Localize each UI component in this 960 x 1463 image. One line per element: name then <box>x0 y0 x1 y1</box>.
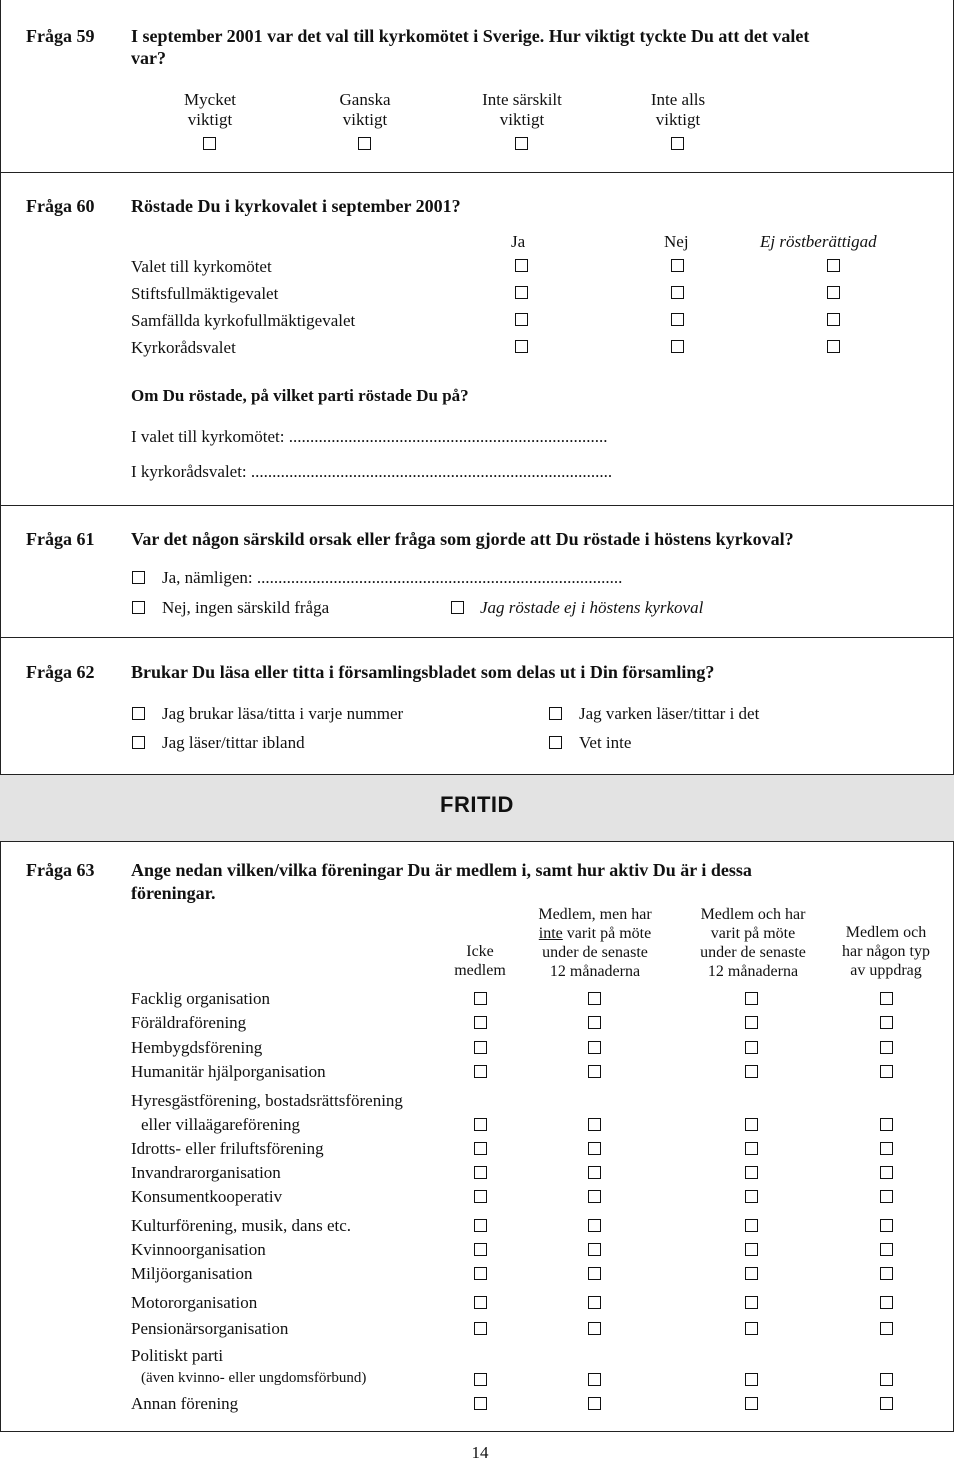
q60-checkbox[interactable] <box>515 313 528 326</box>
q63-checkbox[interactable] <box>880 1243 893 1256</box>
q63-checkbox[interactable] <box>588 1322 601 1335</box>
q62-option: Jag brukar läsa/titta i varje nummer <box>162 704 404 723</box>
q62-checkbox[interactable] <box>549 736 562 749</box>
q60-checkbox[interactable] <box>827 286 840 299</box>
q63-checkbox[interactable] <box>474 1373 487 1386</box>
q62-option: Jag varken läser/tittar i det <box>579 704 760 723</box>
divider <box>0 172 954 173</box>
q63-checkbox[interactable] <box>588 1373 601 1386</box>
q63-checkbox[interactable] <box>880 1142 893 1155</box>
q63-checkbox[interactable] <box>745 1065 758 1078</box>
q60-party-kyrkomotet-field[interactable]: I valet till kyrkomötet: ........................................................................... <box>131 427 608 446</box>
q63-checkbox[interactable] <box>745 1397 758 1410</box>
q60-party-kyrkoradet-field[interactable]: I kyrkorådsvalet: ..................................................................................... <box>131 462 613 481</box>
q63-checkbox[interactable] <box>880 1190 893 1203</box>
q63-checkbox[interactable] <box>588 1142 601 1155</box>
q60-sub-question: Om Du röstade, på vilket parti röstade Du på? <box>131 386 469 405</box>
q61-opt-didnt-vote: Jag röstade ej i höstens kyrkoval <box>480 598 704 617</box>
q63-checkbox[interactable] <box>474 1041 487 1054</box>
section-title: FRITID <box>440 792 514 817</box>
q63-checkbox[interactable] <box>745 1219 758 1232</box>
q61-checkbox-no[interactable] <box>132 601 145 614</box>
q61-number: Fråga 61 <box>26 529 95 549</box>
q63-row-label: Invandrarorganisation <box>131 1163 281 1182</box>
q60-col-nej: Nej <box>664 232 689 251</box>
q60-checkbox[interactable] <box>827 313 840 326</box>
q63-row-label: Miljöorganisation <box>131 1264 253 1283</box>
q59-option-label: Ganska viktigt <box>339 90 391 129</box>
q63-checkbox[interactable] <box>880 1041 893 1054</box>
q63-row-label: Hembygdsförening <box>131 1038 263 1057</box>
q63-checkbox[interactable] <box>474 1322 487 1335</box>
q63-number: Fråga 63 <box>26 860 95 880</box>
q63-checkbox[interactable] <box>745 1190 758 1203</box>
q63-checkbox[interactable] <box>745 1041 758 1054</box>
q63-col-header: Medlem, men har inte varit på möte under de senaste 12 månaderna <box>538 906 652 980</box>
q63-checkbox[interactable] <box>880 1397 893 1410</box>
q60-row-label: Samfällda kyrkofullmäktigevalet <box>131 311 356 330</box>
q63-row-label: (även kvinno- eller ungdomsförbund) <box>141 1370 367 1386</box>
q63-col-header: Medlem och har någon typ av uppdrag <box>842 924 930 979</box>
q63-checkbox[interactable] <box>588 1296 601 1309</box>
q61-checkbox-didnt-vote[interactable] <box>451 601 464 614</box>
q63-checkbox[interactable] <box>588 1190 601 1203</box>
q59-checkbox-ganska[interactable] <box>358 137 371 150</box>
q60-row-label: Kyrkorådsvalet <box>131 338 236 357</box>
q63-checkbox[interactable] <box>880 1166 893 1179</box>
q63-checkbox[interactable] <box>880 1065 893 1078</box>
q63-row-label: Pensionärsorganisation <box>131 1319 289 1338</box>
q62-checkbox[interactable] <box>132 707 145 720</box>
q61-text: Var det någon särskild orsak eller fråga som gjorde att Du röstade i höstens kyrkoval? <box>131 529 794 549</box>
q63-checkbox[interactable] <box>474 1142 487 1155</box>
q63-row-label: Konsumentkooperativ <box>131 1187 283 1206</box>
q59-option-label: Mycket viktigt <box>184 90 236 129</box>
q63-checkbox[interactable] <box>588 1397 601 1410</box>
q63-checkbox[interactable] <box>745 992 758 1005</box>
q60-number: Fråga 60 <box>26 196 95 216</box>
q60-checkbox[interactable] <box>515 340 528 353</box>
q63-checkbox[interactable] <box>588 1016 601 1029</box>
q63-checkbox[interactable] <box>880 1118 893 1131</box>
q60-col-ja: Ja <box>511 232 526 251</box>
q63-checkbox[interactable] <box>474 1166 487 1179</box>
q63-checkbox[interactable] <box>880 1016 893 1029</box>
q63-checkbox[interactable] <box>745 1322 758 1335</box>
q60-checkbox[interactable] <box>515 286 528 299</box>
q63-col-header: Icke medlem <box>454 943 506 979</box>
q61-opt-yes: Ja, nämligen: ...................................................................................... <box>162 568 623 587</box>
q62-checkbox[interactable] <box>549 707 562 720</box>
q63-checkbox[interactable] <box>880 1373 893 1386</box>
q62-text: Brukar Du läsa eller titta i församlingsbladet som delas ut i Din församling? <box>131 662 715 682</box>
q59-option-label: Inte alls viktigt <box>650 90 706 129</box>
q63-text: Ange nedan vilken/vilka föreningar Du är medlem i, samt hur aktiv Du är i dessa <box>131 860 752 880</box>
q63-checkbox[interactable] <box>880 1267 893 1280</box>
q61-checkbox-yes[interactable] <box>132 571 145 584</box>
q60-row-label: Valet till kyrkomötet <box>131 257 272 276</box>
q63-checkbox[interactable] <box>880 1322 893 1335</box>
q59-checkbox-inte-alls[interactable] <box>671 137 684 150</box>
q63-checkbox[interactable] <box>588 1041 601 1054</box>
q63-checkbox[interactable] <box>474 1065 487 1078</box>
q63-checkbox[interactable] <box>745 1296 758 1309</box>
q63-row-label: Föräldraförening <box>131 1013 247 1032</box>
q63-checkbox[interactable] <box>745 1142 758 1155</box>
q63-checkbox[interactable] <box>474 1016 487 1029</box>
q61-opt-no: Nej, ingen särskild fråga <box>162 598 330 617</box>
q59-checkbox-inte-sarskilt[interactable] <box>515 137 528 150</box>
q60-checkbox[interactable] <box>515 259 528 272</box>
q60-row-label: Stiftsfullmäktigevalet <box>131 284 279 303</box>
q62-option: Jag läser/tittar ibland <box>162 733 305 752</box>
q63-checkbox[interactable] <box>474 1219 487 1232</box>
q62-number: Fråga 62 <box>26 662 95 682</box>
q63-checkbox[interactable] <box>745 1267 758 1280</box>
q60-checkbox[interactable] <box>827 259 840 272</box>
q63-checkbox[interactable] <box>588 1243 601 1256</box>
q63-row-label: Politiskt parti <box>131 1346 224 1365</box>
q63-row-label: eller villaägareförening <box>141 1115 301 1134</box>
q63-checkbox[interactable] <box>745 1373 758 1386</box>
q63-checkbox[interactable] <box>474 1397 487 1410</box>
q63-row-label: Humanitär hjälporganisation <box>131 1062 326 1081</box>
q63-checkbox[interactable] <box>745 1166 758 1179</box>
q63-checkbox[interactable] <box>474 1118 487 1131</box>
q60-col-ej-rostberattigad: Ej röstberättigad <box>760 232 877 251</box>
q60-text: Röstade Du i kyrkovalet i september 2001? <box>131 196 461 216</box>
q63-checkbox[interactable] <box>588 1166 601 1179</box>
q63-checkbox[interactable] <box>474 1296 487 1309</box>
q63-text-cont: föreningar. <box>131 883 216 903</box>
q63-row-label: Hyresgästförening, bostadsrättsförening <box>131 1091 403 1110</box>
q59-number: Fråga 59 <box>26 26 95 46</box>
q63-checkbox[interactable] <box>474 1190 487 1203</box>
divider <box>0 637 954 638</box>
q63-checkbox[interactable] <box>474 1243 487 1256</box>
q63-checkbox[interactable] <box>880 1219 893 1232</box>
page-number: 14 <box>471 1443 489 1462</box>
q59-checkbox-mycket[interactable] <box>203 137 216 150</box>
q63-row-label: Motororganisation <box>131 1293 258 1312</box>
q63-col-header: Medlem och har varit på möte under de senaste 12 månaderna <box>700 906 806 980</box>
q63-checkbox[interactable] <box>588 1267 601 1280</box>
q59-option-label: Inte särskilt viktigt <box>482 90 562 129</box>
q63-checkbox[interactable] <box>745 1243 758 1256</box>
q63-checkbox[interactable] <box>745 1016 758 1029</box>
q63-row-label: Idrotts- eller friluftsförening <box>131 1139 324 1158</box>
q59-text: I september 2001 var det val till kyrkomötet i Sverige. Hur viktigt tyckte Du att det valet <box>131 26 810 46</box>
q60-checkbox[interactable] <box>671 340 684 353</box>
q62-option: Vet inte <box>579 733 632 752</box>
q63-checkbox[interactable] <box>588 1118 601 1131</box>
divider <box>0 841 954 842</box>
q63-row-label: Kulturförening, musik, dans etc. <box>131 1216 352 1235</box>
divider <box>0 505 954 506</box>
q63-checkbox[interactable] <box>588 1219 601 1232</box>
q63-checkbox[interactable] <box>474 992 487 1005</box>
q62-checkbox[interactable] <box>132 736 145 749</box>
q60-checkbox[interactable] <box>671 313 684 326</box>
q63-checkbox[interactable] <box>474 1267 487 1280</box>
q59-text-cont: var? <box>131 48 166 68</box>
q60-checkbox[interactable] <box>671 286 684 299</box>
q63-row-label: Kvinnoorganisation <box>131 1240 266 1259</box>
q63-checkbox[interactable] <box>588 992 601 1005</box>
q63-checkbox[interactable] <box>745 1118 758 1131</box>
q63-checkbox[interactable] <box>880 992 893 1005</box>
q63-row-label: Annan förening <box>131 1394 239 1413</box>
q63-checkbox[interactable] <box>880 1296 893 1309</box>
q60-checkbox[interactable] <box>671 259 684 272</box>
q63-row-label: Facklig organisation <box>131 989 270 1008</box>
q63-checkbox[interactable] <box>588 1065 601 1078</box>
q60-checkbox[interactable] <box>827 340 840 353</box>
